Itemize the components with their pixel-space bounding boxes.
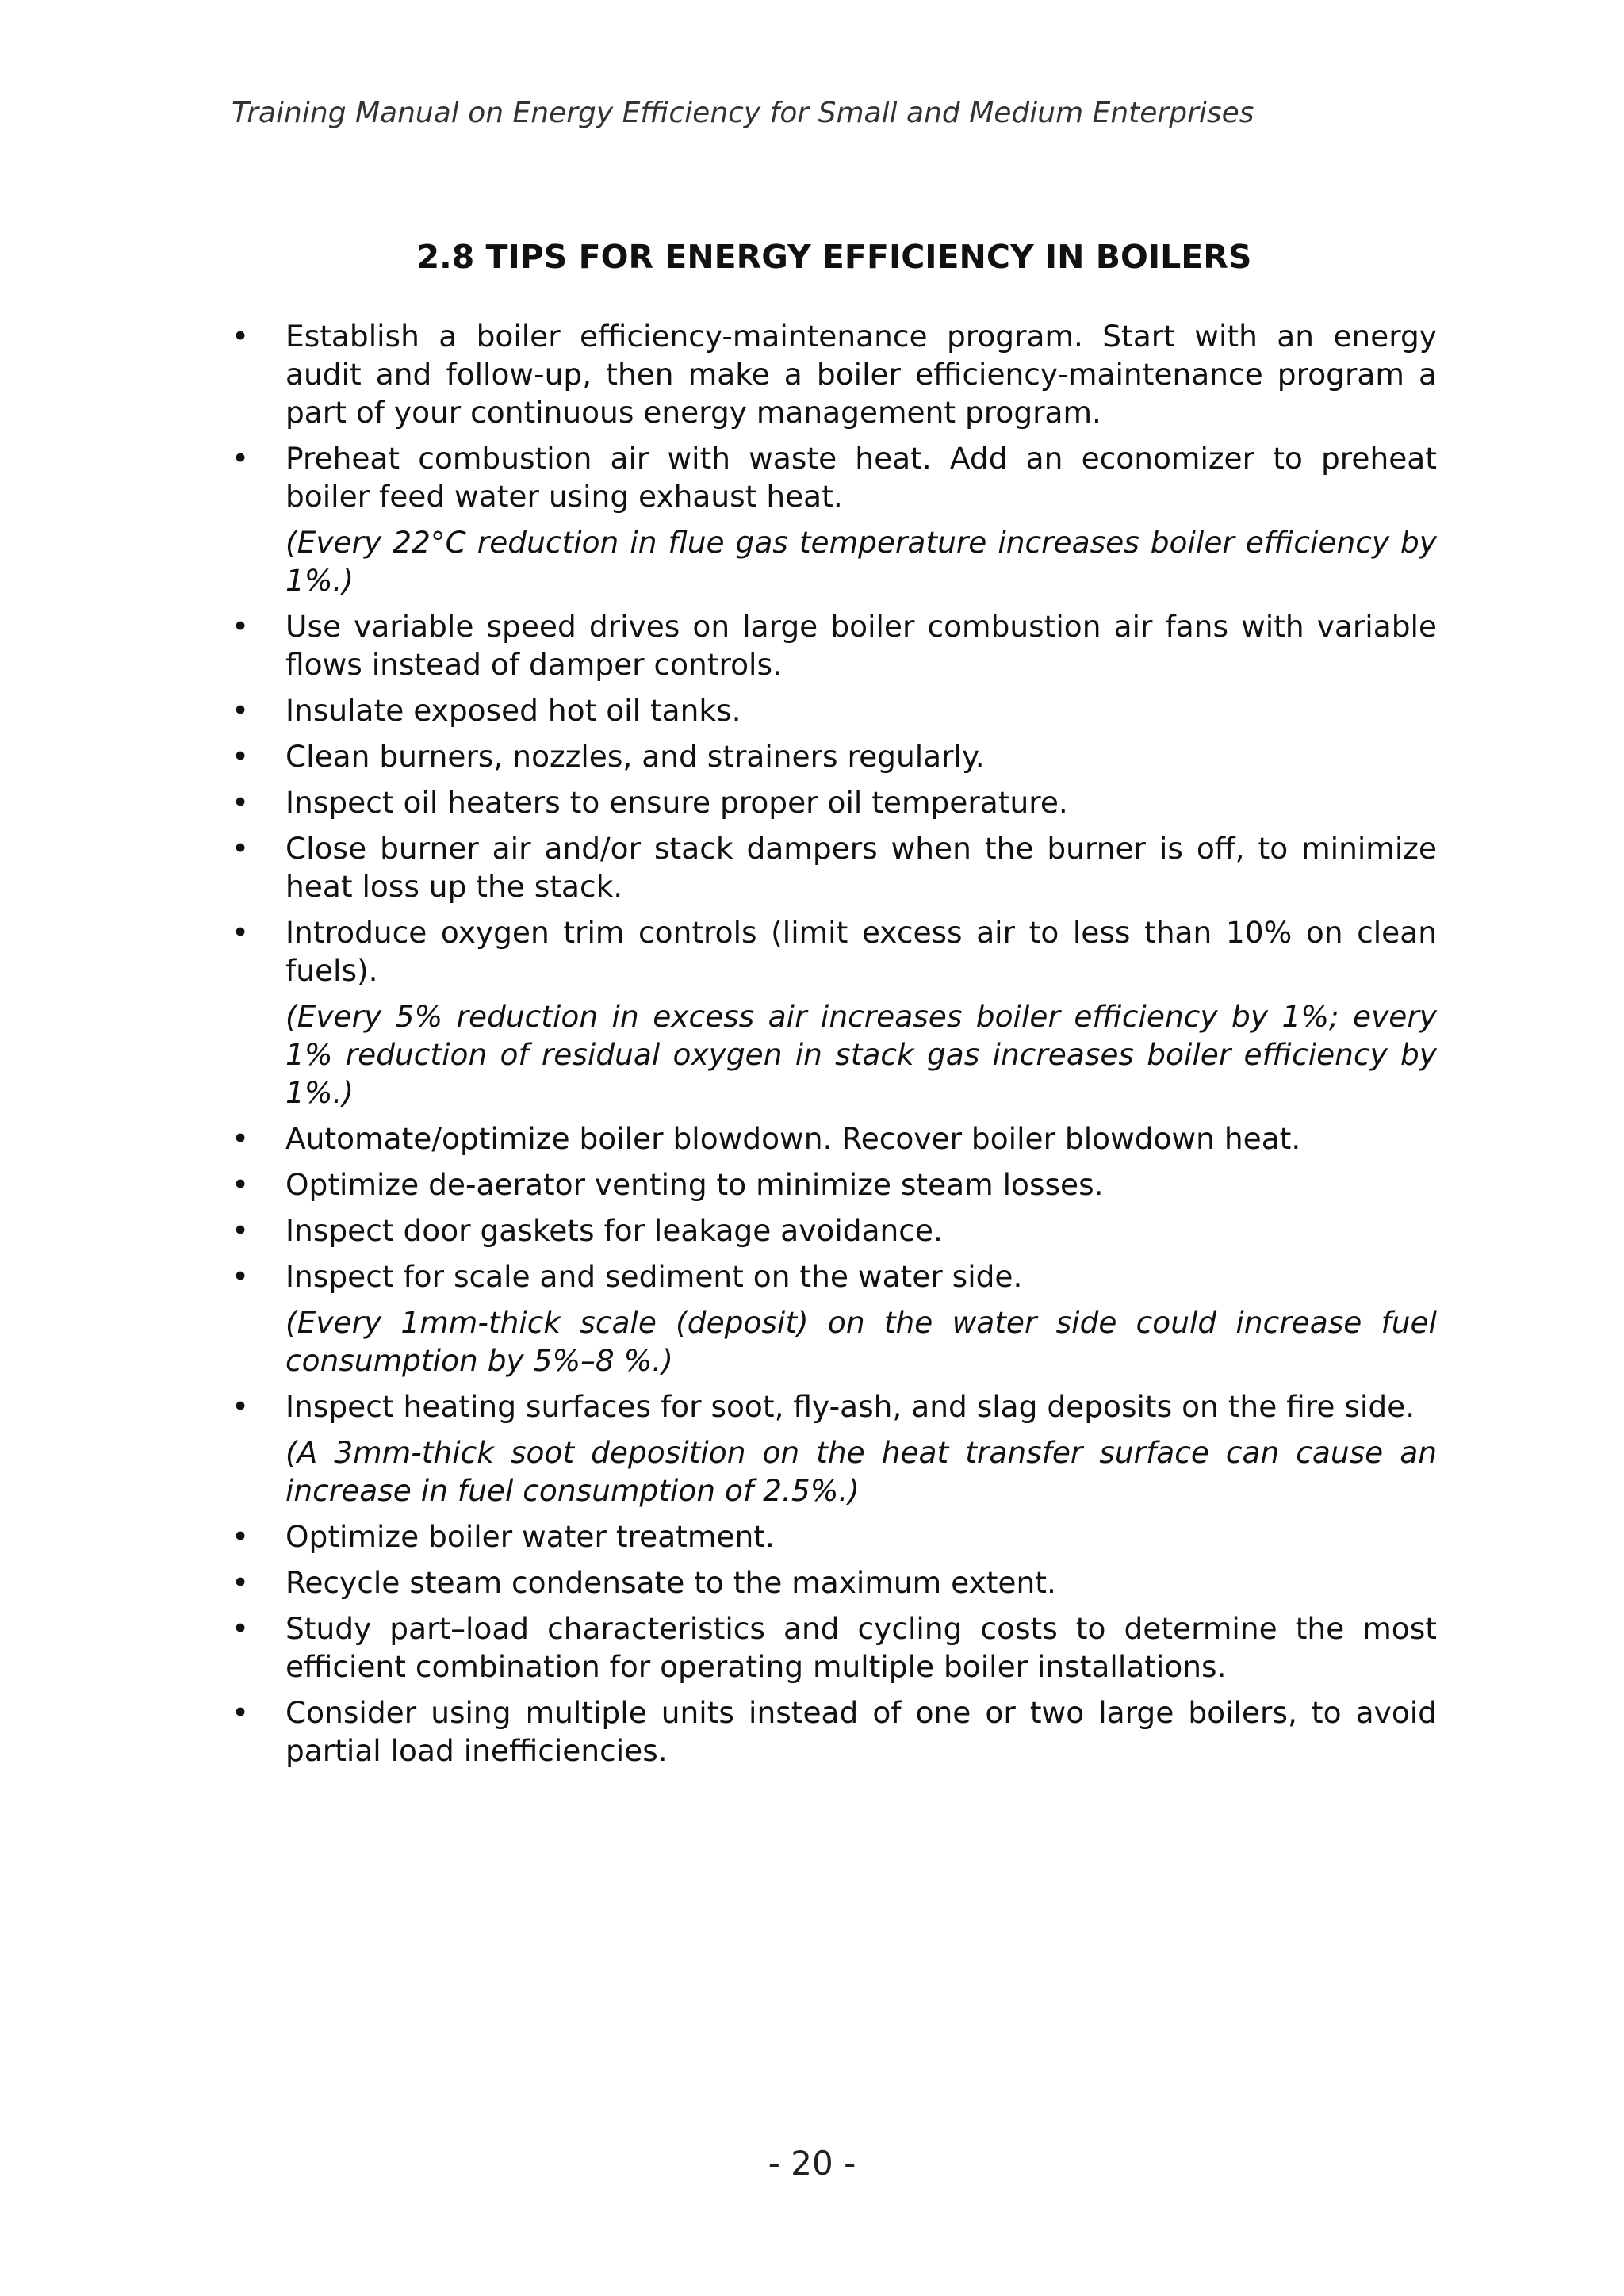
list-item	[232, 1563, 1437, 1601]
bullet-icon: •	[232, 1519, 250, 1554]
bullet-icon: •	[232, 1259, 250, 1294]
tip-note: (Every 1mm-thick scale (deposit) on the water side could increase fuel consumption by 5%–8 %.)	[285, 1305, 1437, 1378]
bullet-icon: •	[232, 1389, 250, 1424]
tip-text: Automate/optimize boiler blowdown. Recover boiler blowdown heat.	[285, 1121, 1301, 1156]
tip-note: (Every 5% reduction in excess air increases boiler efficiency by 1%; every 1% reduction of residual oxygen in stack gas increases boiler efficiency by 1%.)	[285, 999, 1437, 1110]
tip-text: Clean burners, nozzles, and strainers regularly.	[285, 739, 985, 774]
tip-text: Inspect for scale and sediment on the water side.	[285, 1259, 1023, 1294]
bullet-icon: •	[232, 739, 250, 774]
tips-list	[232, 317, 1437, 1777]
list-item	[232, 1211, 1437, 1249]
bullet-icon: •	[232, 1611, 250, 1646]
tip-text: Inspect oil heaters to ensure proper oil temperature.	[285, 785, 1068, 820]
bullet-icon: •	[232, 441, 250, 476]
bullet-icon: •	[232, 1565, 250, 1600]
tip-text: Establish a boiler efficiency-maintenance program. Start with an energy audit and follow-up, then make a boiler efficiency-maintenance program a part of your continuous energy management program.	[285, 319, 1437, 430]
list-item	[232, 829, 1437, 905]
bullet-icon: •	[232, 1121, 250, 1156]
list-item	[232, 1609, 1437, 1686]
tip-note: (Every 22°C reduction in flue gas temperature increases boiler efficiency by 1%.)	[285, 525, 1437, 598]
list-item	[232, 439, 1437, 599]
list-item	[232, 913, 1437, 1112]
tip-text: Recycle steam condensate to the maximum extent.	[285, 1565, 1056, 1600]
tip-text: Consider using multiple units instead of one or two large boilers, to avoid partial load inefficiencies.	[285, 1695, 1437, 1768]
tip-text: Insulate exposed hot oil tanks.	[285, 693, 741, 728]
list-item	[232, 1165, 1437, 1203]
tip-text: Introduce oxygen trim controls (limit excess air to less than 10% on clean fuels).	[285, 915, 1437, 988]
bullet-icon: •	[232, 1167, 250, 1202]
bullet-icon: •	[232, 1695, 250, 1730]
bullet-icon: •	[232, 785, 250, 820]
list-item	[232, 1517, 1437, 1556]
list-item	[232, 1387, 1437, 1510]
section-title: 2.8 TIPS FOR ENERGY EFFICIENCY IN BOILERS	[416, 238, 1252, 276]
bullet-icon: •	[232, 693, 250, 728]
tip-text: Optimize de-aerator venting to minimize steam losses.	[285, 1167, 1104, 1202]
tip-text: Close burner air and/or stack dampers when the burner is off, to minimize heat loss up the stack.	[285, 831, 1437, 904]
list-item	[232, 691, 1437, 729]
tip-text: Inspect heating surfaces for soot, fly-ash, and slag deposits on the fire side.	[285, 1389, 1415, 1424]
list-item	[232, 317, 1437, 431]
running-header: Training Manual on Energy Efficiency for Small and Medium Enterprises	[232, 97, 1254, 129]
bullet-icon: •	[232, 609, 250, 644]
list-item	[232, 1693, 1437, 1770]
list-item	[232, 1257, 1437, 1380]
list-item	[232, 607, 1437, 683]
list-item	[232, 1119, 1437, 1158]
tip-text: Inspect door gaskets for leakage avoidance.	[285, 1213, 943, 1248]
list-item	[232, 783, 1437, 821]
bullet-icon: •	[232, 1213, 250, 1248]
tip-note: (A 3mm-thick soot deposition on the heat transfer surface can cause an increase in fuel consumption of 2.5%.)	[285, 1435, 1437, 1508]
tip-text: Use variable speed drives on large boiler combustion air fans with variable flows instead of damper controls.	[285, 609, 1437, 682]
bullet-icon: •	[232, 915, 250, 950]
tip-text: Preheat combustion air with waste heat. Add an economizer to preheat boiler feed water using exhaust heat.	[285, 441, 1437, 514]
tip-text: Study part–load characteristics and cycling costs to determine the most efficient combination for operating multiple boiler installations.	[285, 1611, 1437, 1684]
page-number: - 20 -	[768, 2144, 856, 2183]
bullet-icon: •	[232, 319, 250, 354]
list-item	[232, 737, 1437, 775]
bullet-icon: •	[232, 831, 250, 866]
tip-text: Optimize boiler water treatment.	[285, 1519, 775, 1554]
